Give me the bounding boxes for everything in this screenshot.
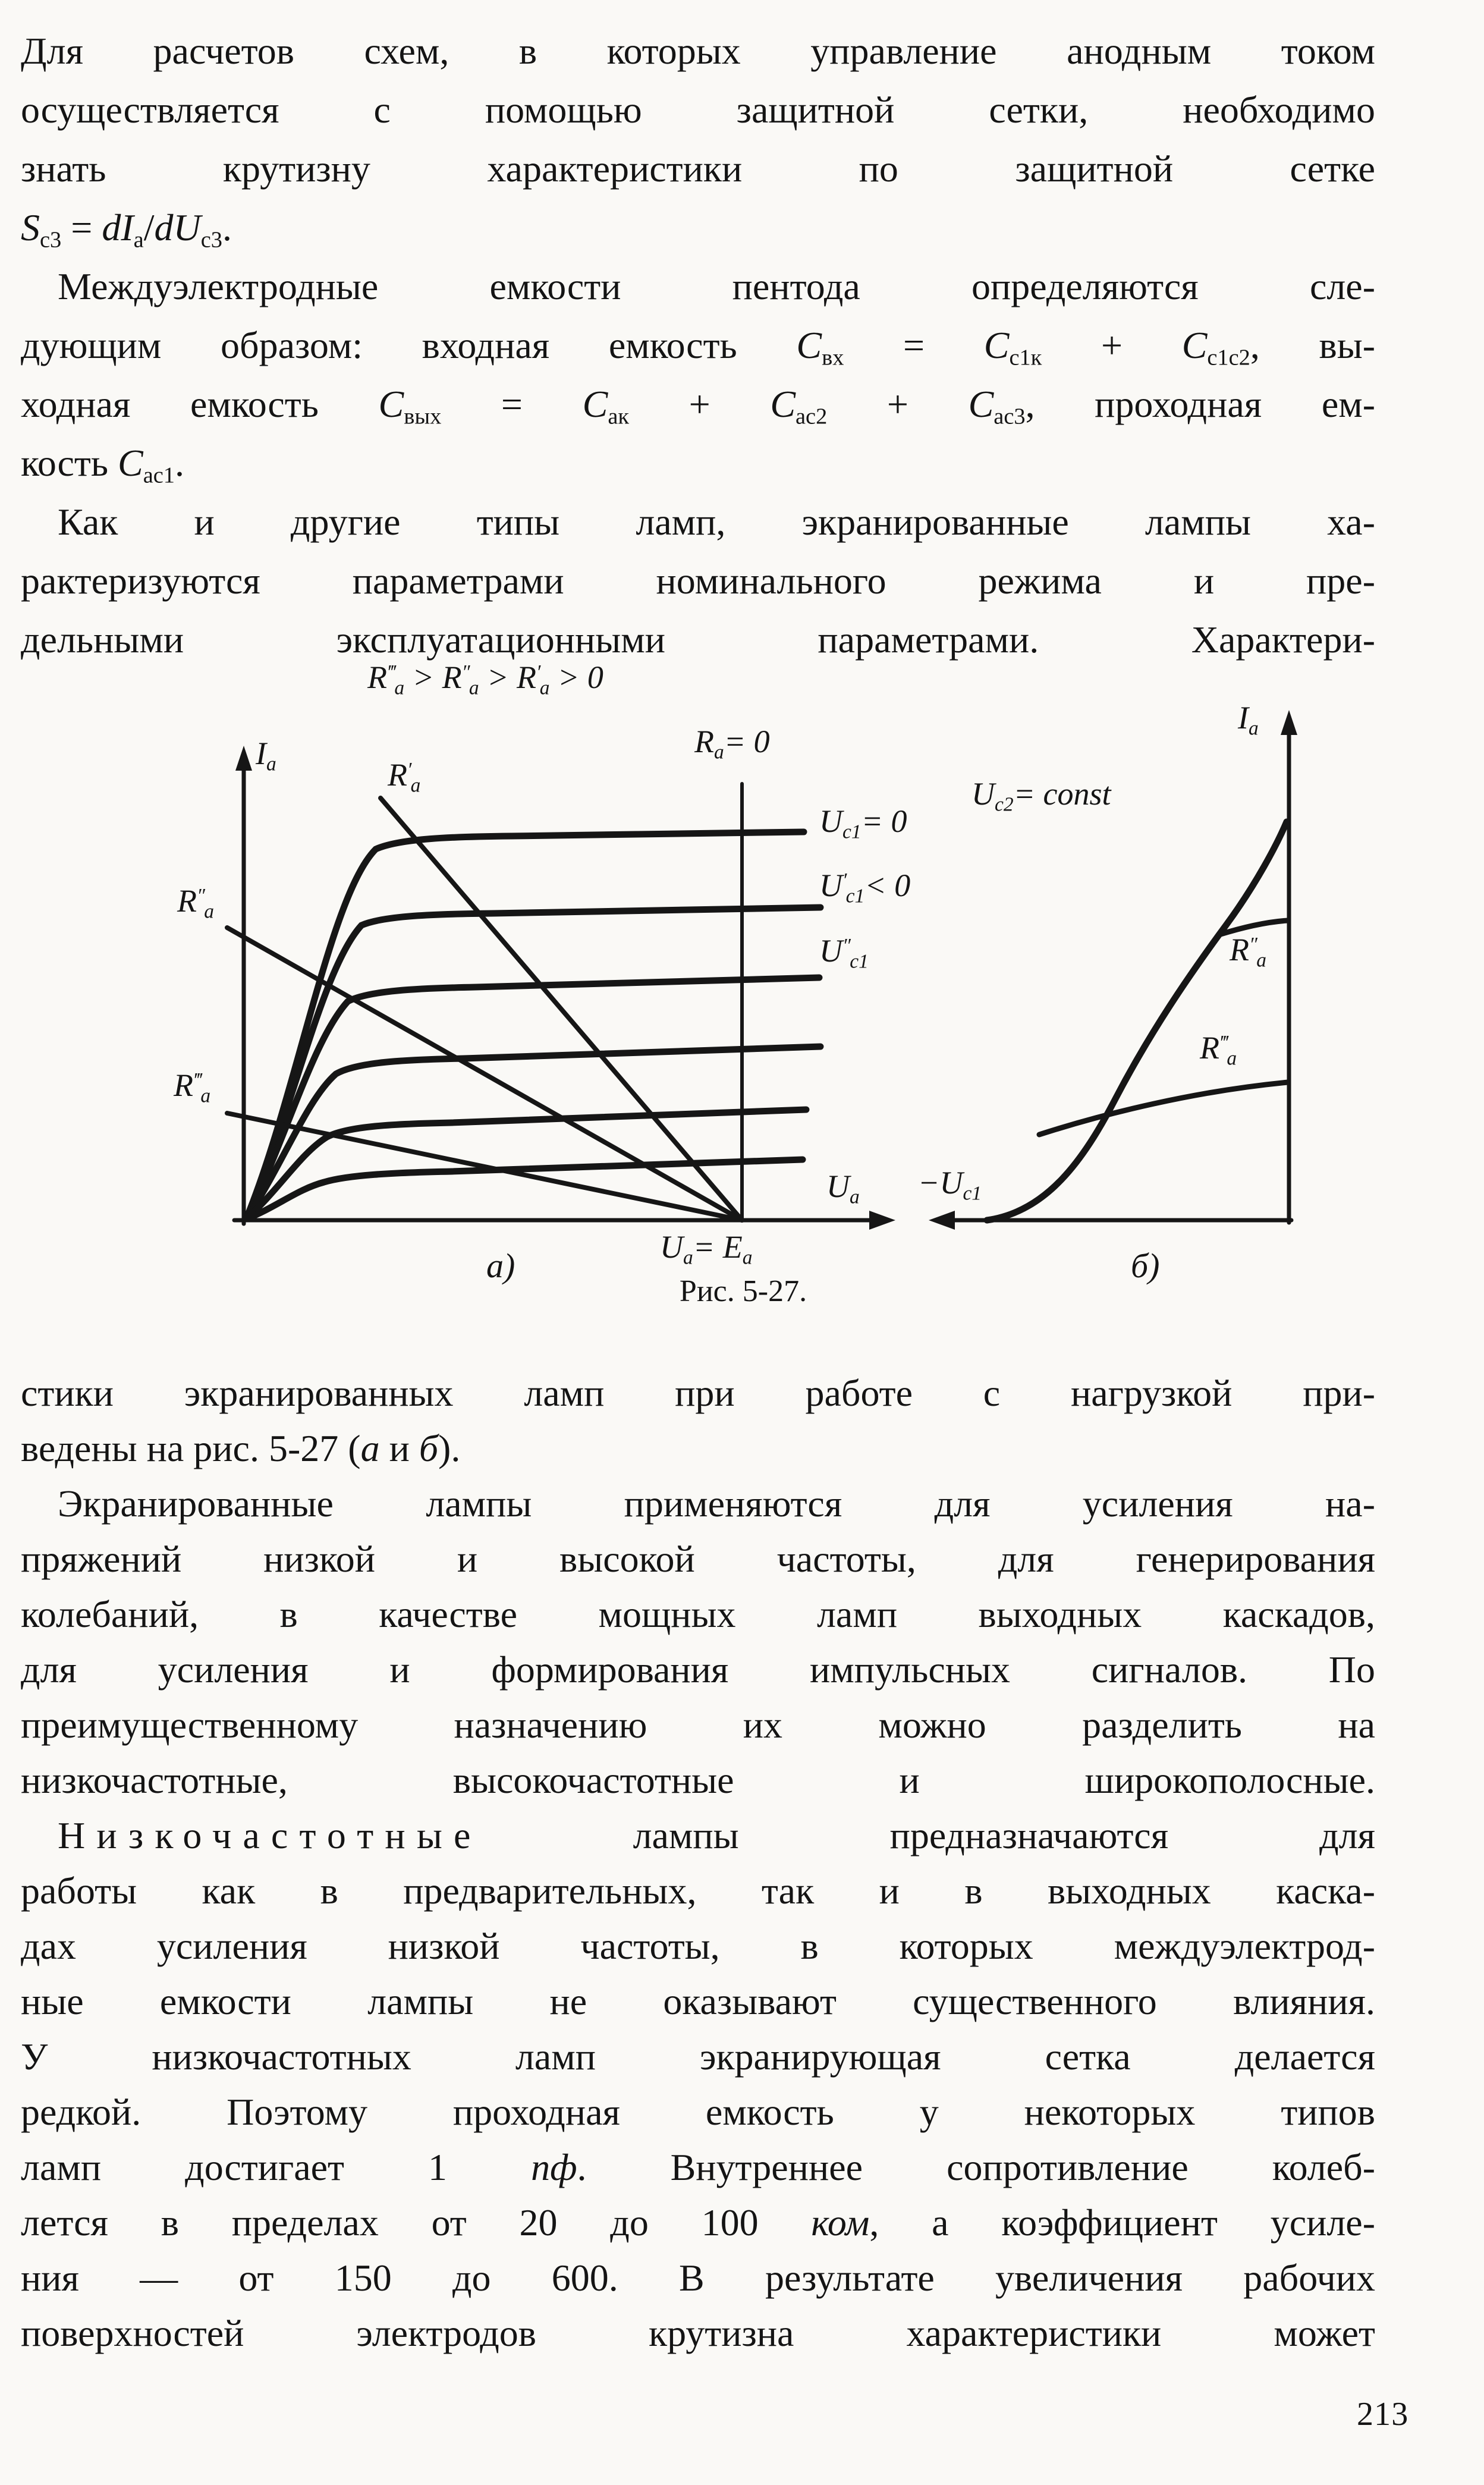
load-line-label-ra-2prime: $R''_а$ xyxy=(177,883,215,923)
curve-uc1-2prime xyxy=(246,978,819,1219)
lower-text-block xyxy=(21,1365,1375,2361)
load-line-ra-2prime xyxy=(227,928,742,1220)
text-line: ния — от 150 до 600. В результате увеличения рабочих xyxy=(21,2257,1375,2299)
formula-line: дующим образом: входная емкость $C_{вх} = C_{с1к} + C_{с1с2}$, вы- xyxy=(21,324,1376,370)
formula-line: ходная емкость $C_{вых} = C_{ак} + C_{ас2} + C_{ас3}$, проходная ем- xyxy=(21,383,1376,429)
load-line-ra-3prime xyxy=(227,1113,742,1220)
panel-a-curves xyxy=(246,832,820,1219)
text-line: Междуэлектродные емкости пентода определяются сле- xyxy=(58,265,1375,307)
panel-a-axes xyxy=(234,746,895,1230)
curve-5 xyxy=(246,1110,806,1219)
panel-a-load-lines xyxy=(227,784,742,1220)
text-line: ведены на рис. 5-27 (а и б). xyxy=(21,1427,461,1469)
text-line: Низкочастотные лампы предназначаются для xyxy=(58,1814,1375,1856)
text-line: Как и другие типы ламп, экранированные лампы ха- xyxy=(58,501,1375,543)
text-line: редкой. Поэтому проходная емкость у некоторых типов xyxy=(21,2091,1375,2133)
uc2-const-label: $U_{с2}=$ const xyxy=(971,776,1111,816)
y-axis-arrow-a xyxy=(235,746,252,771)
curve-uc1-prime xyxy=(246,907,820,1219)
text-line: для усиления и формирования импульсных сигналов. По xyxy=(21,1648,1375,1691)
x-axis-label-b: $-U_{с1}$ xyxy=(918,1165,982,1205)
ea-mark-label: $U_а= E_а$ xyxy=(660,1229,753,1269)
x-axis-label-a: $U_а$ xyxy=(826,1168,860,1208)
text-line: дах усиления низкой частоты, в которых междуэлектрод- xyxy=(21,1925,1375,1967)
curve-label-uc1-0: $U_{с1}= 0$ xyxy=(819,803,907,843)
curve-label-uc1-2prime: $U''_{с1}$ xyxy=(819,933,869,973)
formula-line: кость $C_{ас1}$. xyxy=(21,442,184,488)
y-axis-label-a: $I_а$ xyxy=(256,736,276,775)
text-line: преимущественному назначению их можно разделить на xyxy=(21,1704,1375,1746)
transfer-branch-ra-3prime xyxy=(1039,1082,1288,1135)
load-line-label-ra-3prime: $R^‴_а$ xyxy=(174,1067,211,1107)
curve-uc1-0 xyxy=(246,832,804,1219)
text-line: ные емкости лампы не оказывают существенного влияния. xyxy=(21,1980,1375,2022)
text-line: знать крутизну характеристики по защитной сетке xyxy=(21,147,1375,190)
text-line: лется в пределах от 20 до 100 ком, а коэффициент усиле- xyxy=(21,2201,1376,2244)
text-line: поверхностей электродов крутизна характеристики может xyxy=(21,2312,1375,2354)
branch-label-ra-3prime: $R^‴_а$ xyxy=(1200,1030,1237,1070)
x-axis-arrow-b xyxy=(929,1211,955,1230)
panel-letter-a: а) xyxy=(486,1246,515,1285)
text-line: работы как в предварительных, так и в выходных каска- xyxy=(21,1870,1375,1912)
page-number: 213 xyxy=(1357,2396,1409,2433)
text-line: У низкочастотных ламп экранирующая сетка делается xyxy=(21,2035,1375,2078)
curve-6 xyxy=(246,1160,803,1219)
text-line: осуществляется с помощью защитной сетки, необходимо xyxy=(21,89,1375,131)
panel-letter-b: б) xyxy=(1131,1246,1160,1285)
transfer-curve-main xyxy=(987,822,1287,1220)
text-line: стики экранированных ламп при работе с нагрузкой при- xyxy=(21,1372,1375,1414)
text-line: колебаний, в качестве мощных ламп выходных каскадов, xyxy=(21,1593,1375,1635)
figure-caption: Рис. 5-27. xyxy=(679,1274,807,1308)
curve-4 xyxy=(246,1047,820,1219)
load-line-ra-prime xyxy=(381,798,742,1220)
panel-b-curves xyxy=(987,822,1288,1220)
text-line: рактеризуются параметрами номинального режима и пре- xyxy=(21,560,1375,602)
upper-text-block xyxy=(21,21,1375,669)
y-axis-label-b: $I_а$ xyxy=(1238,700,1259,740)
text-line: низкочастотные, высокочастотные и широкополосные. xyxy=(21,1759,1375,1801)
formula-line: $S_{с3} = dI_а/dU_{с3}$. xyxy=(21,206,232,253)
text-line: дельными эксплуатационными параметрами. Характери- xyxy=(21,618,1375,661)
text-line: ламп достигает 1 пф. Внутреннее сопротивление колеб- xyxy=(21,2146,1375,2188)
load-line-label-ra-prime: $R'_а$ xyxy=(388,757,421,797)
y-axis-arrow-b xyxy=(1281,710,1297,735)
text-line: Экранированные лампы применяются для усиления на- xyxy=(58,1482,1375,1525)
x-axis-arrow-a xyxy=(869,1211,895,1230)
branch-label-ra-2prime: $R''_а$ xyxy=(1230,932,1267,972)
load-line-label-ra-zero: $R_а= 0$ xyxy=(694,724,770,764)
text-line: Для расчетов схем, в которых управление анодным током xyxy=(21,30,1375,72)
text-line: пряжений низкой и высокой частоты, для генерирования xyxy=(21,1538,1375,1580)
curve-label-uc1-prime: $U'_{с1}< 0$ xyxy=(819,868,911,907)
inequality-annotation: $R^‴_а > R''_а > R'_а > 0$ xyxy=(367,659,603,699)
